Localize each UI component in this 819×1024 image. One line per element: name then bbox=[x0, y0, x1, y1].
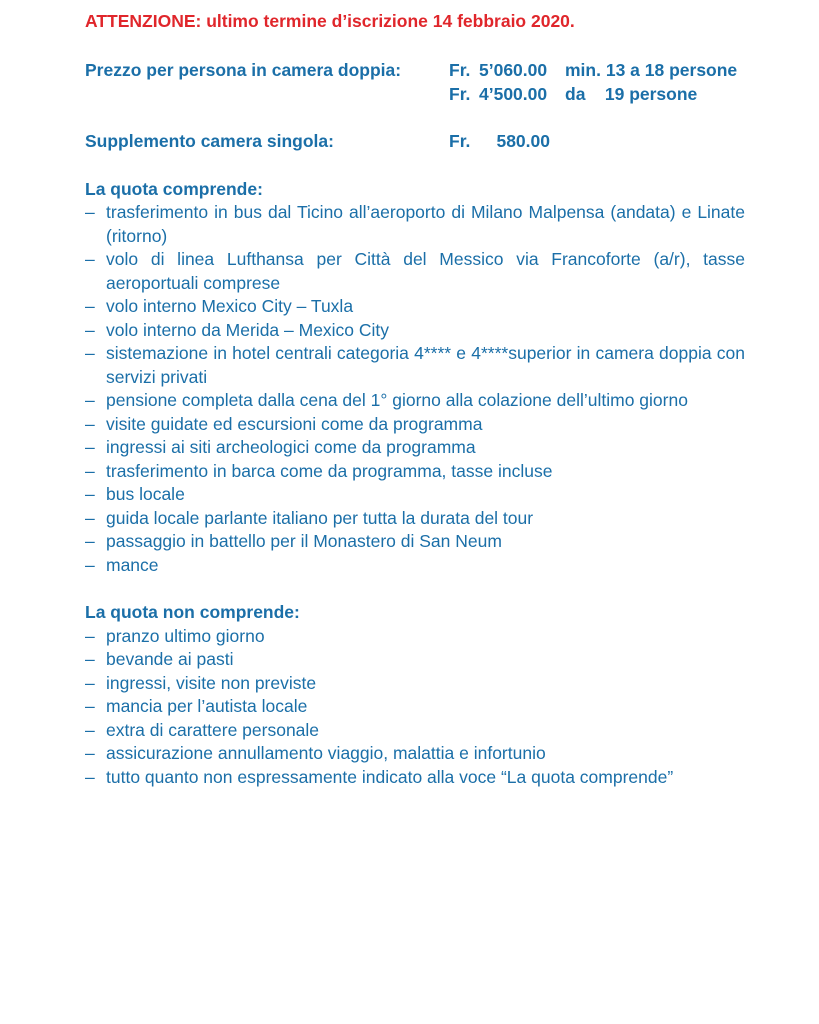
excludes-section bbox=[85, 601, 745, 789]
list-item-text: trasferimento in barca come da programma, tasse incluse bbox=[106, 460, 553, 481]
dash-bullet: – bbox=[85, 249, 95, 269]
list-item-text: mancia per l’autista locale bbox=[106, 696, 308, 716]
price-amount: 5’060.00 bbox=[479, 60, 548, 80]
dash-bullet: – bbox=[85, 343, 95, 363]
dash-bullet: – bbox=[85, 296, 95, 316]
list-item bbox=[85, 719, 745, 743]
list-item-text: pranzo ultimo giorno bbox=[106, 625, 265, 646]
list-item bbox=[85, 389, 745, 413]
price-amount: 4’500.00 bbox=[479, 83, 548, 104]
list-item bbox=[85, 460, 745, 484]
list-item-text: assicurazione annullamento viaggio, malattia e infortunio bbox=[106, 743, 546, 763]
excludes-title: La quota non comprende: bbox=[85, 602, 300, 622]
list-item-text: ingressi, visite non previste bbox=[106, 672, 317, 693]
dash-bullet: – bbox=[85, 460, 95, 481]
price-group-note: da 19 persone bbox=[565, 83, 698, 104]
list-item-text: guida locale parlante italiano per tutta la durata del tour bbox=[106, 507, 534, 528]
includes-section bbox=[85, 178, 745, 578]
dash-bullet: – bbox=[85, 319, 95, 340]
list-item bbox=[85, 672, 745, 696]
single-supplement-amount: 580.00 bbox=[496, 131, 550, 151]
document-page bbox=[85, 10, 745, 789]
dash-bullet: – bbox=[85, 649, 95, 669]
dash-bullet: – bbox=[85, 625, 95, 646]
list-item-text: volo interno Mexico City – Tuxla bbox=[106, 296, 354, 316]
list-item bbox=[85, 625, 745, 649]
dash-bullet: – bbox=[85, 202, 95, 222]
list-item-text: extra di carattere personale bbox=[106, 719, 320, 740]
list-item-text: ingressi ai siti archeologici come da programma bbox=[106, 437, 476, 457]
excludes-list bbox=[85, 625, 745, 790]
single-room-supplement bbox=[85, 130, 745, 154]
dash-bullet: – bbox=[85, 696, 95, 716]
dash-bullet: – bbox=[85, 507, 95, 528]
list-item bbox=[85, 483, 745, 507]
list-item bbox=[85, 248, 745, 295]
list-item bbox=[85, 436, 745, 460]
includes-list bbox=[85, 201, 745, 577]
price-currency: Fr. bbox=[449, 83, 471, 104]
list-item bbox=[85, 507, 745, 531]
list-item bbox=[85, 413, 745, 437]
price-currency: Fr. bbox=[449, 60, 471, 80]
list-item-text: pensione completa dalla cena del 1° giorno alla colazione dell’ultimo giorno bbox=[106, 390, 688, 410]
list-item-text: volo interno da Merida – Mexico City bbox=[106, 319, 390, 340]
list-item-text: tutto quanto non espressamente indicato alla voce “La quota comprende” bbox=[106, 766, 674, 787]
list-item bbox=[85, 530, 745, 554]
dash-bullet: – bbox=[85, 672, 95, 693]
dash-bullet: – bbox=[85, 437, 95, 457]
list-item bbox=[85, 742, 745, 766]
includes-title: La quota comprende: bbox=[85, 178, 263, 199]
dash-bullet: – bbox=[85, 484, 95, 504]
dash-bullet: – bbox=[85, 531, 95, 551]
list-item-text: visite guidate ed escursioni come da programma bbox=[106, 413, 483, 434]
dash-bullet: – bbox=[85, 554, 95, 575]
list-item bbox=[85, 554, 745, 578]
list-item bbox=[85, 766, 745, 790]
dash-bullet: – bbox=[85, 719, 95, 740]
price-label: Prezzo per persona in camera doppia: bbox=[85, 60, 402, 80]
single-supplement-currency: Fr. bbox=[449, 131, 471, 151]
list-item-text: volo di linea Lufthansa per Città del Messico via Francoforte (a/r), tasse aeroportuali comprese bbox=[106, 249, 745, 293]
dash-bullet: – bbox=[85, 413, 95, 434]
list-item-text: bus locale bbox=[106, 484, 185, 504]
list-item-text: passaggio in battello per il Monastero di San Neum bbox=[106, 531, 502, 551]
list-item bbox=[85, 201, 745, 248]
list-item bbox=[85, 648, 745, 672]
single-supplement-label: Supplemento camera singola: bbox=[85, 131, 334, 151]
list-item bbox=[85, 295, 745, 319]
list-item bbox=[85, 319, 745, 343]
list-item-text: sistemazione in hotel centrali categoria 4**** e 4****superior in camera doppia con servizi privati bbox=[106, 343, 745, 387]
dash-bullet: – bbox=[85, 390, 95, 410]
price-per-person bbox=[85, 59, 745, 106]
registration-deadline-notice: ATTENZIONE: ultimo termine d’iscrizione 14 febbraio 2020. bbox=[85, 11, 575, 31]
list-item-text: bevande ai pasti bbox=[106, 649, 234, 669]
list-item bbox=[85, 342, 745, 389]
price-row bbox=[85, 83, 745, 107]
dash-bullet: – bbox=[85, 743, 95, 763]
list-item bbox=[85, 695, 745, 719]
list-item-text: trasferimento in bus dal Ticino all’aeroporto di Milano Malpensa (andata) e Linate (ritorno) bbox=[106, 202, 745, 246]
price-row bbox=[85, 59, 745, 83]
price-group-note: min. 13 a 18 persone bbox=[565, 60, 738, 80]
list-item-text: mance bbox=[106, 554, 159, 575]
dash-bullet: – bbox=[85, 766, 95, 787]
